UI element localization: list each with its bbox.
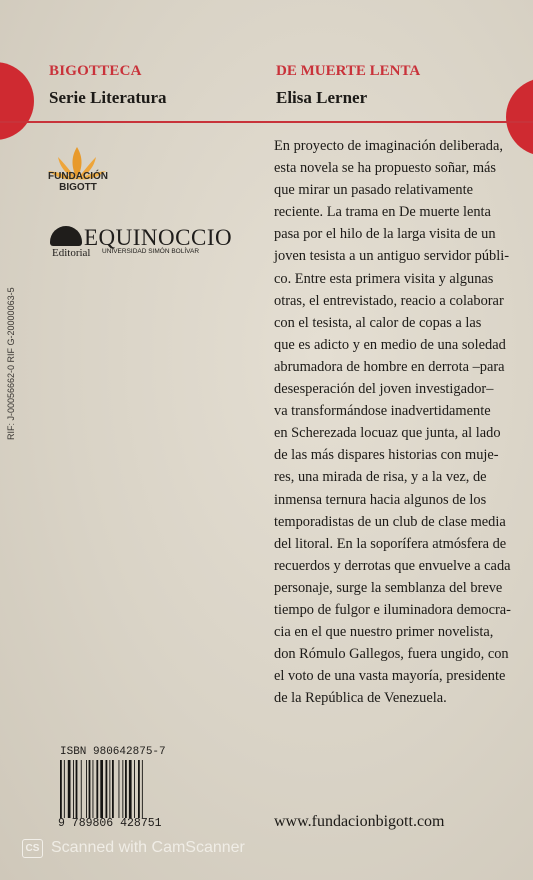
editorial-name: EQUINOCCIO	[84, 225, 233, 250]
camscanner-icon: CS	[22, 839, 43, 858]
synopsis-line: tiempo de fulgor e iluminadora democra-	[274, 601, 511, 618]
synopsis-line: otras, el entrevistado, reacio a colaborar	[274, 292, 504, 309]
series-title: Serie Literatura	[49, 88, 167, 107]
synopsis-line: va transformándose inadvertidamente	[274, 403, 491, 420]
website-url: www.fundacionbigott.com	[274, 813, 445, 830]
rif-numbers: RIF: J-00056662-0 RIF G-20000063-5	[6, 287, 16, 440]
synopsis-line: con el tesista, al calor de copas a las	[274, 314, 482, 331]
barcode-digits: 9 789806 428751	[58, 817, 162, 830]
synopsis-line: que mirar un pasado relativamente	[274, 182, 473, 199]
equinoccio-emblem-icon	[50, 226, 82, 246]
synopsis-line: abrumadora de hombre en derrota –para	[274, 358, 505, 375]
barcode-icon	[60, 760, 164, 818]
series-label: BIGOTTECA	[49, 63, 142, 79]
synopsis-line: que es adicto y en medio de una soledad	[274, 336, 506, 353]
synopsis-line: del litoral. En la soporífera atmósfera de	[274, 535, 507, 552]
scanner-text: Scanned with CamScanner	[51, 839, 245, 856]
synopsis-line: de la República de Venezuela.	[274, 690, 447, 707]
book-title: DE MUERTE LENTA	[276, 63, 421, 79]
synopsis-line: joven tesista a un antiguo servidor públi-	[274, 248, 510, 265]
red-divider-line	[0, 121, 533, 123]
synopsis-line: En proyecto de imaginación deliberada,	[274, 138, 503, 154]
synopsis-line: desesperación del joven investigador–	[274, 381, 494, 398]
synopsis-line: recuerdos y derrotas que envuelve a cada	[274, 557, 511, 574]
book-author: Elisa Lerner	[276, 88, 368, 107]
equinoccio-logo	[50, 224, 233, 264]
editorial-label: Editorial	[52, 247, 91, 259]
synopsis-line: temporadistas de un club de clase media	[274, 513, 506, 530]
synopsis-line: co. Entre esta primera visita y algunas	[274, 270, 494, 287]
synopsis-line: inmensa ternura hacia algunos de los	[274, 491, 487, 508]
university-name: UNIVERSIDAD SIMÓN BOLÍVAR	[102, 248, 200, 255]
foundation-name: FUNDACIÓN BIGOTT	[48, 171, 108, 193]
synopsis-line: el voto de una vasta mayoría, presidente	[274, 668, 506, 685]
synopsis-line: personaje, surge la semblanza del breve	[274, 579, 503, 596]
isbn-label: ISBN 980642875-7	[60, 746, 166, 758]
synopsis-line: res, una mirada de risa, y a la vez, de	[274, 469, 487, 486]
synopsis-line: pasa por el hilo de la larga visita de un	[274, 226, 496, 243]
scanner-watermark	[22, 837, 245, 859]
red-circle-decoration-left	[0, 62, 34, 140]
synopsis-line: esta novela se ha propuesto soñar, más	[274, 160, 497, 177]
synopsis-line: de las más dispares historias con muje-	[274, 447, 499, 464]
synopsis-line: en Scherezada locuaz que junta, al lado	[274, 425, 501, 442]
synopsis-line: don Rómulo Gallegos, fuera ungido, con	[274, 646, 509, 663]
synopsis-line: cia en el que nuestro primer novelista,	[274, 624, 494, 641]
synopsis-line: reciente. La trama en De muerte lenta	[274, 204, 491, 221]
synopsis-text	[274, 135, 519, 709]
